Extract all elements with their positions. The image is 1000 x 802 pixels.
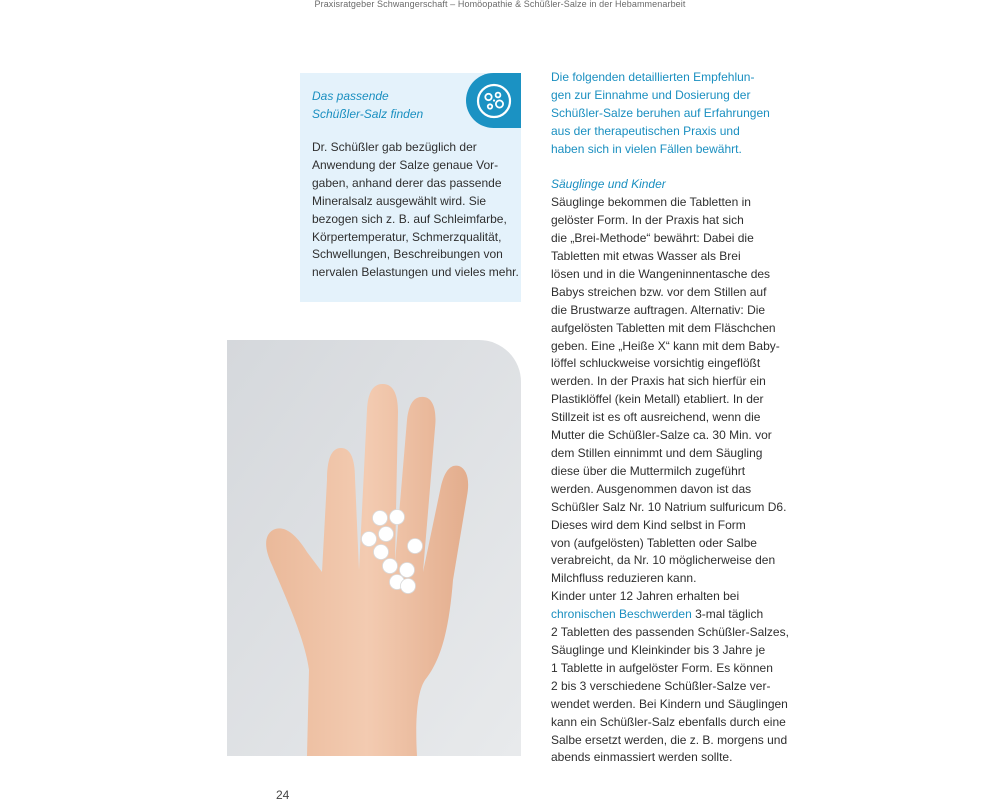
running-header: Praxisratgeber Schwangerschaft – Homöopathie & Schüßler-Salze in der Hebammenarbeit (314, 0, 686, 9)
main-text-column (551, 69, 791, 767)
info-box-line: Körpertemperatur, Schmerzqualität, (312, 229, 502, 244)
body-line: werden. In der Praxis hat sich hierfür ein (551, 374, 766, 389)
body-line: Tabletten mit etwas Wasser als Brei (551, 249, 741, 264)
info-box-icon-tab (466, 73, 521, 128)
body-paragraph (551, 194, 791, 767)
body-line: Schüßler Salz Nr. 10 Natrium sulfuricum D6. (551, 499, 787, 514)
body-line: von (aufgelösten) Tabletten oder Salbe (551, 535, 757, 550)
info-box-line: Anwendung der Salze genaue Vor- (312, 157, 499, 172)
info-box-line: gaben, anhand derer das passende (312, 175, 502, 190)
body-line: geben. Eine „Heiße X“ kann mit dem Baby- (551, 338, 780, 353)
cells-icon (475, 82, 513, 120)
body-line: werden. Ausgenommen davon ist das (551, 481, 752, 496)
section-subheading: Säuglinge und Kinder (551, 177, 666, 192)
body-line: 2 Tabletten des passenden Schüßler-Salzes, (551, 625, 789, 640)
info-box-line: Schwellungen, Beschreibungen von (312, 247, 503, 262)
info-box-line: Mineralsalz ausgewählt wird. Sie (312, 193, 487, 208)
info-box-title-line: Das passende (312, 89, 389, 103)
body-line: Salbe ersetzt werden, die z. B. morgens und (551, 732, 788, 747)
info-box-title (312, 87, 462, 123)
highlight-term: chronischen Beschwerden (551, 607, 692, 622)
body-line: löffel schluckweise vorsichtig eingeflößt (551, 356, 761, 371)
body-line: Babys streichen bzw. vor dem Stillen auf (551, 284, 767, 299)
body-line: Mutter die Schüßler-Salze ca. 30 Min. vor (551, 428, 772, 443)
body-line: diese über die Muttermilch zugeführt (551, 463, 746, 478)
intro-line: gen zur Einnahme und Dosierung der (551, 87, 751, 102)
intro-line: Schüßler-Salze beruhen auf Erfahrungen (551, 105, 770, 120)
body-line: verabreicht, da Nr. 10 möglicherweise den (551, 553, 776, 568)
highlight-rest: 3-mal täglich (691, 607, 764, 622)
body-line: kann ein Schüßler-Salz ebenfalls durch eine (551, 714, 786, 729)
body-line: 2 bis 3 verschiedene Schüßler-Salze ver- (551, 678, 771, 693)
intro-line: haben sich in vielen Fällen bewährt. (551, 141, 742, 156)
info-box-line: Dr. Schüßler gab bezüglich der (312, 140, 477, 154)
info-box-body (312, 139, 517, 282)
info-box-line: nervalen Belastungen und vieles mehr. (312, 265, 519, 280)
body-line: Milchfluss reduzieren kann. (551, 571, 697, 586)
body-line: wendet werden. Bei Kindern und Säuglingen (551, 696, 788, 711)
body-line: aufgelösten Tabletten mit dem Fläschchen (551, 320, 776, 335)
body-line: Kinder unter 12 Jahren erhalten bei (551, 589, 740, 604)
hand-with-tablets-photo (227, 340, 521, 756)
body-line (551, 606, 791, 624)
body-line: Plastiklöffel (kein Metall) etabliert. In der (551, 392, 764, 407)
body-line: dem Stillen einnimmt und dem Säugling (551, 446, 763, 461)
page-number: 24 (276, 788, 290, 802)
intro-paragraph (551, 69, 791, 159)
body-line: abends einmassiert werden sollte. (551, 750, 733, 765)
body-line: lösen und in die Wangeninnentasche des (551, 266, 771, 281)
info-box-line: bezogen sich z. B. auf Schleimfarbe, (312, 211, 507, 226)
intro-line: Die folgenden detaillierten Empfehlun- (551, 70, 755, 84)
body-line: Säuglinge und Kleinkinder bis 3 Jahre je (551, 642, 766, 657)
body-line: die „Brei-Methode“ bewährt: Dabei die (551, 231, 754, 246)
info-box-title-line: Schüßler-Salz finden (312, 107, 424, 121)
body-line: die Brustwarze auftragen. Alternativ: Die (551, 302, 766, 317)
body-line: gelöster Form. In der Praxis hat sich (551, 213, 744, 228)
body-line: Dieses wird dem Kind selbst in Form (551, 517, 746, 532)
intro-line: aus der therapeutischen Praxis und (551, 123, 740, 138)
body-line: 1 Tablette in aufgelöster Form. Es können (551, 660, 773, 675)
body-line: Stillzeit ist es oft ausreichend, wenn die (551, 410, 761, 425)
body-line: Säuglinge bekommen die Tabletten in (551, 195, 751, 210)
